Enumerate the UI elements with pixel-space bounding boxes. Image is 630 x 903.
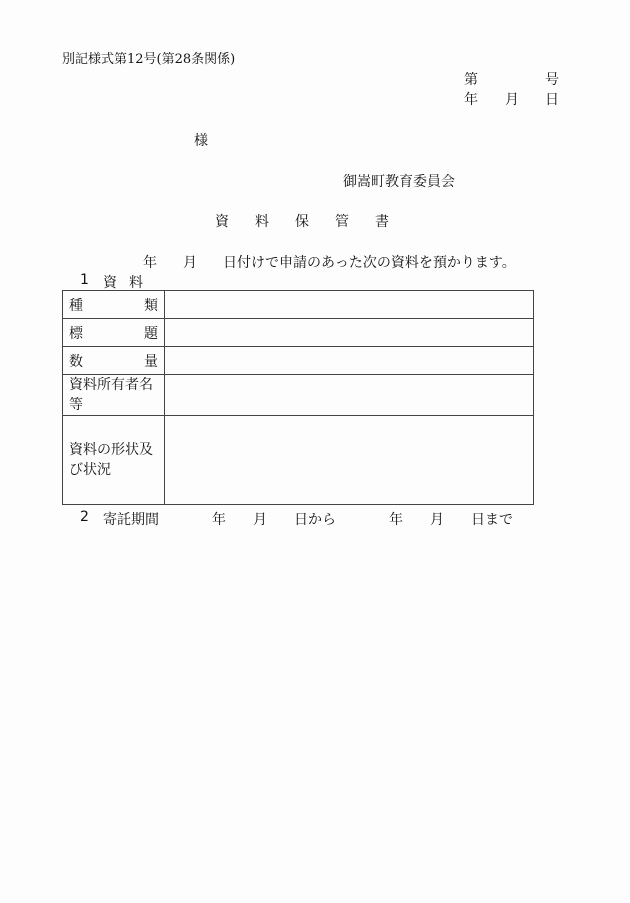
row-label-char: 量 bbox=[144, 353, 158, 370]
table-row bbox=[63, 347, 534, 375]
period-from-year: 年 bbox=[212, 512, 226, 528]
document-title-char: 書 bbox=[375, 214, 389, 230]
row-label-char: 題 bbox=[144, 325, 158, 342]
date-month: 月 bbox=[505, 92, 519, 108]
document-title-char: 資 bbox=[215, 214, 229, 230]
document-title-char: 管 bbox=[335, 214, 349, 230]
table-row bbox=[63, 291, 534, 319]
condition-value-cell[interactable] bbox=[165, 416, 534, 505]
section1-number: 1 bbox=[80, 272, 89, 288]
row-label bbox=[63, 319, 165, 347]
row-label bbox=[63, 291, 165, 319]
statement-month: 月 bbox=[183, 255, 197, 271]
owner-value-cell[interactable] bbox=[165, 375, 534, 416]
period-from-month: 月 bbox=[253, 512, 267, 528]
title-value-cell[interactable] bbox=[165, 319, 534, 347]
period-to-year: 年 bbox=[389, 512, 403, 528]
table-row bbox=[63, 416, 534, 505]
row-label bbox=[63, 347, 165, 375]
statement-year: 年 bbox=[143, 255, 157, 271]
document-title-char: 料 bbox=[255, 214, 269, 230]
row-label-char: 種 bbox=[69, 297, 83, 314]
number-prefix: 第 bbox=[464, 72, 478, 88]
row-label-char: 類 bbox=[144, 297, 158, 314]
section1-heading-char: 料 bbox=[129, 275, 143, 291]
row-label-char: 標 bbox=[69, 325, 83, 342]
condition-label: 資料の形状及び状況 bbox=[63, 416, 165, 505]
recipient-honorific: 様 bbox=[194, 133, 208, 149]
document-title-char: 保 bbox=[295, 214, 309, 230]
issuer-name: 御嵩町教育委員会 bbox=[343, 174, 455, 190]
owner-label: 資料所有者名等 bbox=[63, 375, 165, 416]
row-label-char: 数 bbox=[69, 353, 83, 370]
section1-heading-char: 資 bbox=[103, 275, 117, 291]
period-from-day: 日から bbox=[294, 512, 336, 528]
section2-number: 2 bbox=[80, 509, 89, 525]
table-row bbox=[63, 375, 534, 416]
period-to-month: 月 bbox=[430, 512, 444, 528]
date-year: 年 bbox=[464, 92, 478, 108]
date-day: 日 bbox=[545, 92, 559, 108]
type-value-cell[interactable] bbox=[165, 291, 534, 319]
period-to-day: 日まで bbox=[471, 512, 513, 528]
materials-table bbox=[62, 290, 534, 505]
quantity-value-cell[interactable] bbox=[165, 347, 534, 375]
number-suffix: 号 bbox=[545, 72, 559, 88]
form-reference: 別記様式第12号(第28条関係) bbox=[62, 52, 236, 67]
table-row bbox=[63, 319, 534, 347]
section2-label: 寄託期間 bbox=[103, 512, 159, 528]
statement-text: 日付けで申請のあった次の資料を預かります。 bbox=[223, 255, 516, 271]
